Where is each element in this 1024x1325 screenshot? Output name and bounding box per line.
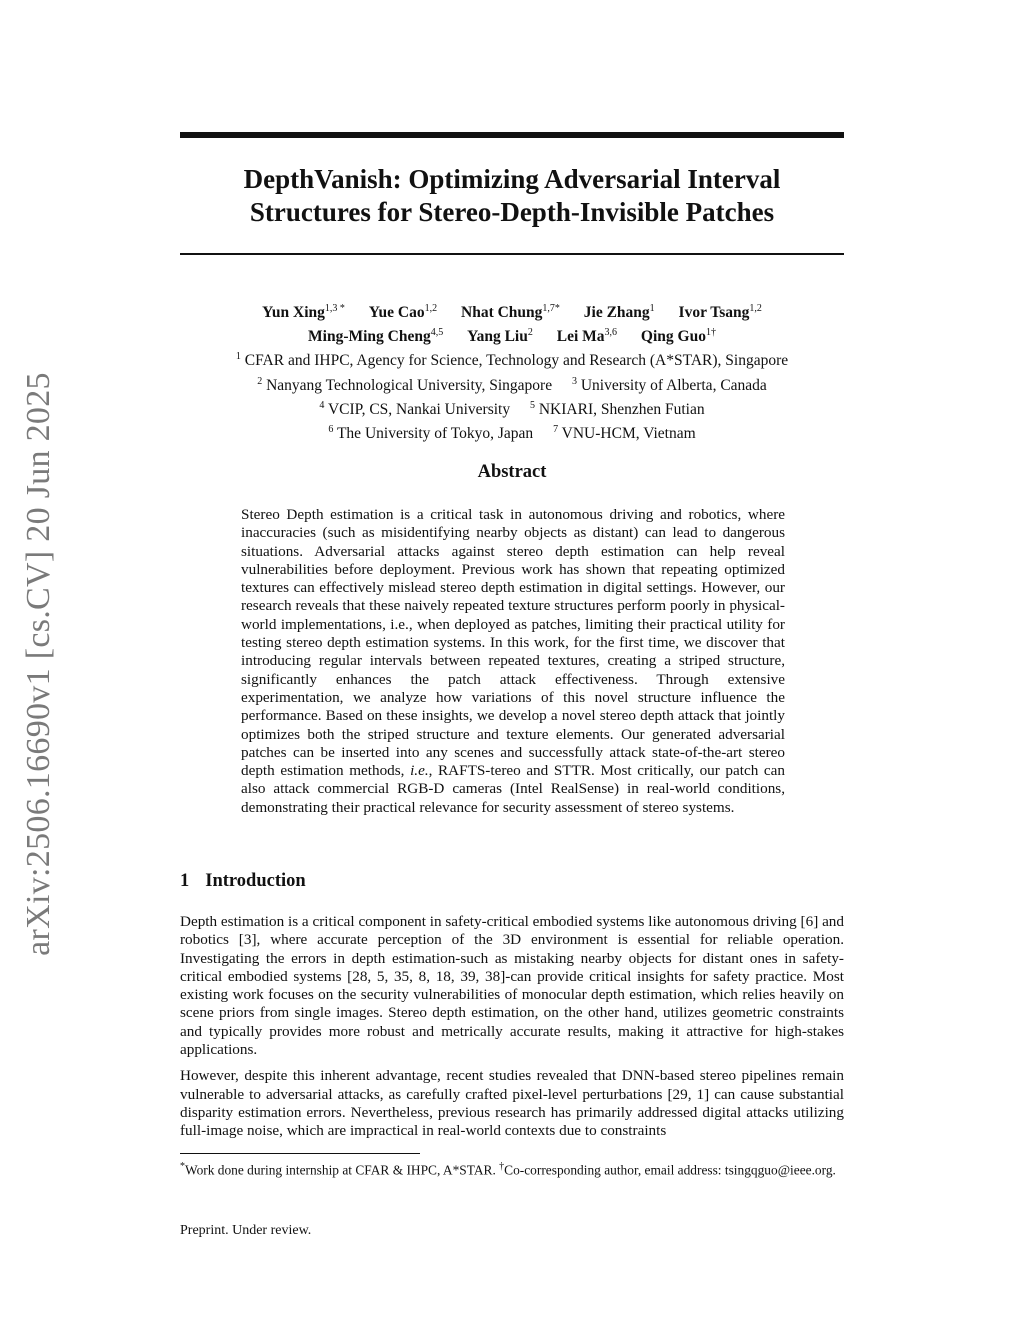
footnote: *Work done during internship at CFAR & IHPC, A*STAR. †Co-corresponding author, email address: tsingqguo@ieee.org. xyxy=(180,1161,836,1178)
author: Qing Guo$^{1\dagger}$ xyxy=(640,327,716,346)
author: Yue Cao$^{1,2}$ xyxy=(368,303,438,322)
paragraph: Depth estimation is a critical component in safety-critical embodied systems like autonomous driving [6] and robotics [3], where accurate perception of the 3D environment is essential for reliable operation. Investigating the errors in depth estimation-such as mistaking nearby objects for distant ones in safety-critical embodied systems [28, 5, 35, 8, 18, 39, 38]-can provide critical insights for safety practice. Most existing work focuses on the security vulnerabilities of monocular depth estimation, which relies heavily on scene priors from single images. Stereo depth estimation, on the other hand, utilizes geometric constraints and typically provides more robust and metrically accurate results, making it attractive for high-stakes applications. xyxy=(180,913,844,1059)
affiliation: $^5$ NKIARI, Shenzhen Futian xyxy=(529,399,705,418)
title-line-2: Structures for Stereo-Depth-Invisible Patches xyxy=(249,197,775,227)
title-rule-top xyxy=(180,132,844,138)
author-line-1 xyxy=(180,299,844,323)
author: Nhat Chung$^{1,7*}$ xyxy=(461,303,560,322)
affiliations xyxy=(180,347,844,444)
author: Yun Xing$^{1,3 *}$ xyxy=(262,303,345,322)
section-number: 1 xyxy=(180,871,190,891)
preprint-note: Preprint. Under review. xyxy=(180,1223,312,1238)
title-line-1: DepthVanish: Optimizing Adversarial Interval xyxy=(243,164,781,194)
arxiv-stamp xyxy=(14,372,64,956)
author-block xyxy=(180,299,844,444)
author: Yang Liu$^2$ xyxy=(467,327,533,346)
affiliation: $^3$ University of Alberta, Canada xyxy=(571,375,767,394)
affiliation: $^1$ CFAR and IHPC, Agency for Science, Technology and Research (A*STAR), Singapore xyxy=(235,351,789,370)
affiliation-line xyxy=(180,420,844,444)
affiliation-line xyxy=(180,396,844,420)
paragraph: However, despite this inherent advantage, recent studies revealed that DNN-based stereo pipelines remain vulnerable to adversarial attacks, as carefully crafted pixel-level perturbations [29, 1] can cause substantial disparity estimation errors. Nevertheless, previous research has primarily addressed digital attacks utilizing full-image noise, which are impractical in real-world contexts due to constraints xyxy=(180,1067,844,1140)
abstract-text: Stereo Depth estimation is a critical task in autonomous driving and robotics, where inaccuracies (such as misidentifying nearby objects as distant) can lead to dangerous situations. Adversarial attacks against stereo depth estimation can help reveal vulnerabilities before deployment. Previous work has shown that repeating optimized textures can effectively mislead stereo depth estimation in digital settings. However, our research reveals that these naively repeated texture structures perform poorly in physical-world implementations, i.e., when deployed as patches, limiting their practical utility for testing stereo depth estimation systems. In this work, for the first time, we discover that introducing regular intervals between repeated textures, creating a striped structure, significantly enhances the patch attack effectiveness. Through extensive experimentation, we analyze how variations of this novel structure influence the performance. Based on these insights, we develop a novel stereo depth attack that jointly optimizes both the striped structure and texture elements. Our generated adversarial patches can be inserted into any scenes and successfully attack state-of-the-art stereo depth estimation methods, i.e., RAFTS-tereo and STTR. Most critically, our patch can also attack commercial RGB-D cameras (Intel RealSense) in real-world conditions, demonstrating their practical relevance for security assessment of stereo systems. xyxy=(241,506,785,816)
affiliation: $^4$ VCIP, CS, Nankai University xyxy=(319,399,511,418)
arxiv-id: arXiv:2506.16690v1 [cs.CV] 20 Jun 2025 xyxy=(20,372,58,956)
introduction-body xyxy=(180,913,844,1149)
affiliation-line xyxy=(180,347,844,371)
abstract-heading: Abstract xyxy=(477,462,547,482)
section-heading-introduction xyxy=(180,871,306,892)
title-rule-bottom xyxy=(180,253,844,255)
section-title: Introduction xyxy=(205,871,306,891)
affiliation: $^6$ The University of Tokyo, Japan xyxy=(328,423,534,442)
affiliation: $^2$ Nanyang Technological University, Singapore xyxy=(257,375,553,394)
author-line-2 xyxy=(180,323,844,347)
author-names xyxy=(180,299,844,347)
author: Ming-Ming Cheng$^{4,5}$ xyxy=(308,327,444,346)
author: Jie Zhang$^1$ xyxy=(583,303,655,322)
author: Ivor Tsang$^{1,2}$ xyxy=(678,303,762,322)
footnote-rule xyxy=(180,1153,420,1154)
paper-title xyxy=(180,163,844,229)
affiliation: $^7$ VNU-HCM, Vietnam xyxy=(553,423,696,442)
affiliation-line xyxy=(180,371,844,395)
author: Lei Ma$^{3,6}$ xyxy=(556,327,618,346)
